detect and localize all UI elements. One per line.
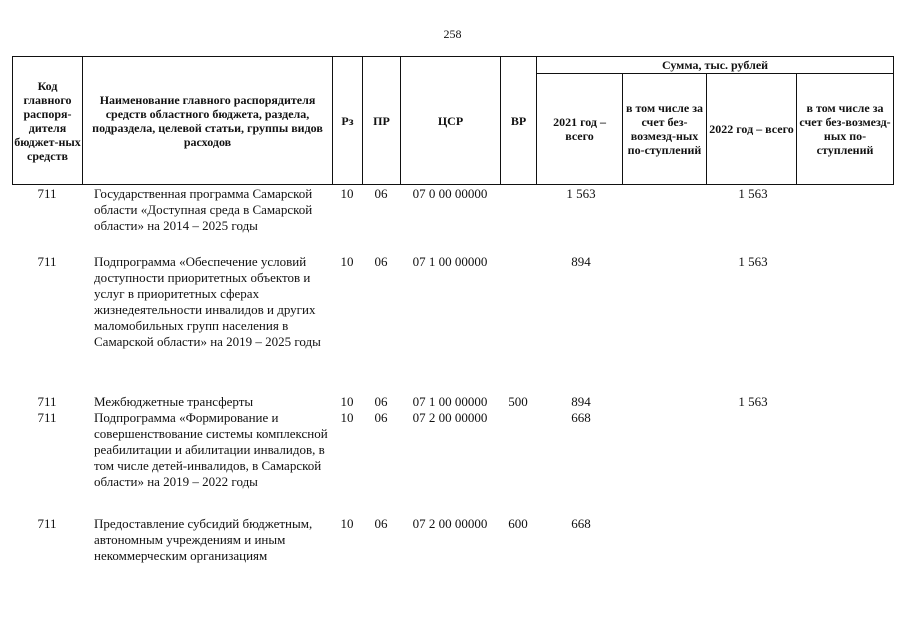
cell-2021-total: 668 bbox=[571, 410, 591, 425]
cell-name: Подпрограмма «Обеспечение условий доступности приоритетных объектов и услуг в приоритетных сферах жизнедеятельности инвалидов и других маломобильных групп населения в Самарской области» на 2019 – 2025 годы bbox=[94, 254, 321, 349]
table-row bbox=[12, 394, 893, 410]
cell-pr: 06 bbox=[374, 186, 388, 201]
cell-csr: 07 2 00 00000 bbox=[412, 410, 488, 425]
header-name: Наименование главного распорядителя средств областного бюджета, раздела, подраздела, целевой статьи, группы видов расходов bbox=[83, 57, 333, 185]
cell-rz: 10 bbox=[340, 410, 354, 425]
cell-rz: 10 bbox=[340, 254, 354, 269]
page-number: 258 bbox=[443, 27, 462, 41]
cell-2022-total: 1 563 bbox=[738, 394, 768, 409]
table-header bbox=[12, 56, 894, 185]
cell-2021-total: 894 bbox=[571, 394, 591, 409]
cell-kod: 711 bbox=[37, 186, 57, 201]
cell-pr: 06 bbox=[374, 254, 388, 269]
cell-kod: 711 bbox=[37, 516, 57, 531]
table-body bbox=[12, 186, 893, 584]
cell-csr: 07 2 00 00000 bbox=[412, 516, 488, 531]
cell-2021-total: 1 563 bbox=[566, 186, 596, 201]
cell-name: Межбюджетные трансферты bbox=[94, 394, 254, 409]
cell-kod: 711 bbox=[37, 254, 57, 269]
cell-name: Предоставление субсидий бюджетным, автономным учреждениям и иным некоммерческим организациям bbox=[94, 516, 313, 563]
cell-pr: 06 bbox=[374, 516, 388, 531]
cell-2021-total: 894 bbox=[571, 254, 591, 269]
table-row bbox=[12, 410, 893, 516]
table-row bbox=[12, 254, 893, 394]
cell-2022-total: 1 563 bbox=[738, 186, 768, 201]
table-row bbox=[12, 516, 893, 584]
cell-rz: 10 bbox=[340, 516, 354, 531]
cell-csr: 07 1 00 00000 bbox=[412, 394, 488, 409]
cell-pr: 06 bbox=[374, 394, 388, 409]
cell-vr: 600 bbox=[508, 516, 528, 531]
cell-name: Подпрограмма «Формирование и совершенствование системы комплексной реабилитации и абилитации инвалидов, в том числе детей-инвалидов, в Самарской области» на 2019 – 2022 годы bbox=[94, 410, 328, 489]
table-row bbox=[12, 186, 893, 254]
header-csr: ЦСР bbox=[401, 57, 501, 185]
cell-2022-total: 1 563 bbox=[738, 254, 768, 269]
cell-2021-total: 668 bbox=[571, 516, 591, 531]
cell-kod: 711 bbox=[37, 394, 57, 409]
cell-rz: 10 bbox=[340, 186, 354, 201]
header-kod: Код главного распоря-дителя бюджет-ных средств bbox=[13, 57, 83, 185]
header-sum: Сумма, тыс. рублей bbox=[537, 57, 894, 74]
header-2022-grants: в том числе за счет без-возмезд-ных по-ступлений bbox=[797, 74, 894, 185]
cell-csr: 07 0 00 00000 bbox=[412, 186, 488, 201]
cell-rz: 10 bbox=[340, 394, 354, 409]
header-2022-total: 2022 год – всего bbox=[707, 74, 797, 185]
header-2021-total: 2021 год – всего bbox=[537, 74, 623, 185]
header-vr: ВР bbox=[501, 57, 537, 185]
cell-vr: 500 bbox=[508, 394, 528, 409]
cell-pr: 06 bbox=[374, 410, 388, 425]
header-2021-grants: в том числе за счет без-возмезд-ных по-ступлений bbox=[623, 74, 707, 185]
cell-kod: 711 bbox=[37, 410, 57, 425]
header-pr: ПР bbox=[363, 57, 401, 185]
header-rz: Рз bbox=[333, 57, 363, 185]
cell-csr: 07 1 00 00000 bbox=[412, 254, 488, 269]
cell-name: Государственная программа Самарской области «Доступная среда в Самарской области» на 2014 – 2025 годы bbox=[94, 186, 313, 233]
